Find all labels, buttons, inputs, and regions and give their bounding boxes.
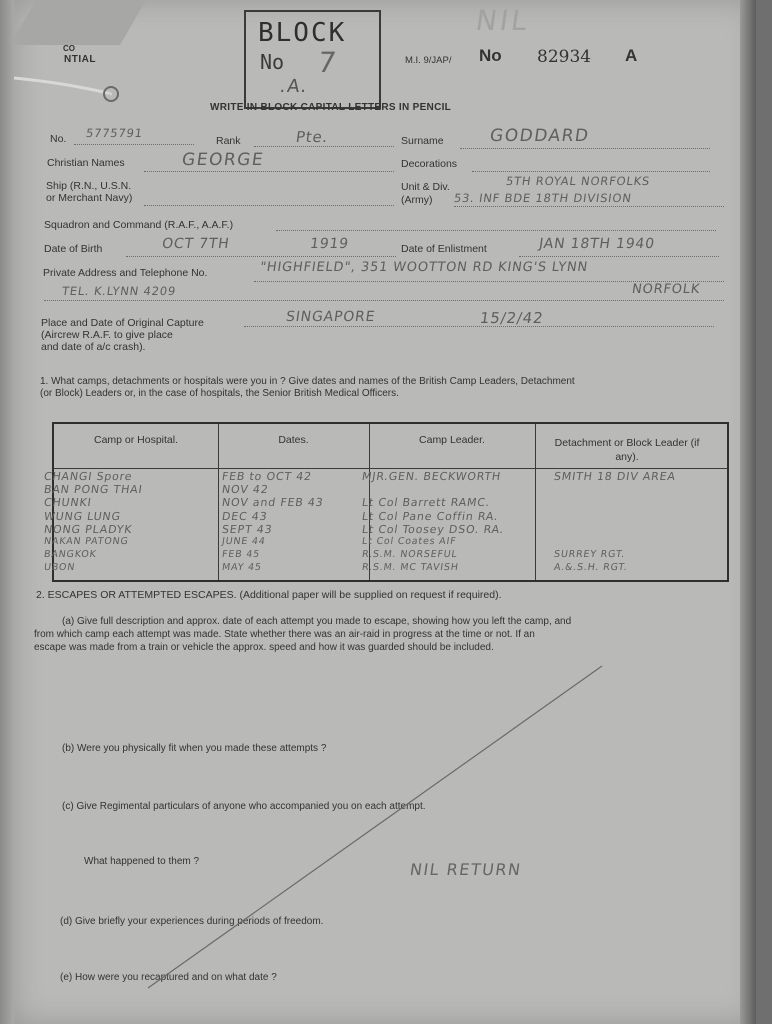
table-cell-detachment: A.&.S.H. RGT. xyxy=(553,562,629,574)
decorations-label: Decorations xyxy=(401,158,458,170)
classification-prefix: CO xyxy=(63,44,75,53)
capture-label-2: (Aircrew R.A.F. to give place xyxy=(41,329,173,341)
table-header-leader: Camp Leader. xyxy=(419,434,485,446)
table-cell-dates: FEB 45 xyxy=(221,549,261,561)
address-value-3: NORFOLK xyxy=(630,282,702,297)
table-cell-dates: DEC 43 xyxy=(221,509,269,523)
table-cell-leader: R.S.M. MC TAVISH xyxy=(361,562,460,574)
q2a-line-1: (a) Give full description and approx. date of each attempt you made to escape, showing how you left the camp, and xyxy=(62,616,572,627)
unit-value-1: 5TH ROYAL NORFOLKS xyxy=(505,174,652,188)
nil-return-note: NIL RETURN xyxy=(408,860,523,879)
ship-label-1: Ship (R.N., U.S.N. xyxy=(46,180,132,192)
christian-names-value: GEORGE xyxy=(180,150,266,170)
table-cell-dates: JUNE 44 xyxy=(221,536,267,547)
table-cell-detachment: SURREY RGT. xyxy=(553,549,626,561)
table-cell-camp: CHUNKI xyxy=(43,496,93,510)
table-cell-leader: Lt Col Coates AIF xyxy=(361,536,458,547)
stamp-hand-a: .A. xyxy=(278,76,310,97)
rank-label: Rank xyxy=(216,135,241,147)
q2d-text: (d) Give briefly your experiences during periods of freedom. xyxy=(60,916,324,927)
unit-value-2: 53. INF BDE 18TH DIVISION xyxy=(453,191,633,205)
table-header-camp: Camp or Hospital. xyxy=(93,434,179,446)
surname-label: Surname xyxy=(401,135,444,147)
rank-value: Pte. xyxy=(294,128,330,146)
table-cell-dates: NOV and FEB 43 xyxy=(221,496,325,510)
table-cell-dates: NOV 42 xyxy=(221,483,270,497)
q2-heading: 2. ESCAPES OR ATTEMPTED ESCAPES. (Additional paper will be supplied on request if required). xyxy=(36,589,502,601)
instruction-heading: WRITE IN BLOCK CAPITAL LETTERS IN PENCIL xyxy=(210,102,452,113)
table-cell-camp: NAKAN PATONG xyxy=(43,536,130,547)
address-value-2: TEL. K.LYNN 4209 xyxy=(61,284,178,298)
q2c-followup: What happened to them ? xyxy=(84,856,200,867)
stamp-number: 7 xyxy=(315,46,340,79)
table-cell-camp: UBON xyxy=(43,562,76,574)
table-cell-camp: WUNG LUNG xyxy=(43,509,122,523)
diagonal-strike-line xyxy=(14,0,756,1024)
table-cell-camp: CHANGI Spore xyxy=(43,470,134,483)
table-cell-camp: NONG PLADYK xyxy=(43,522,134,536)
table-cell-dates: MAY 45 xyxy=(221,562,263,574)
table-cell-leader: Lt Col Pane Coffin RA. xyxy=(361,509,500,523)
dob-year: 1919 xyxy=(308,236,350,252)
q2a-line-3: escape was made from a train or vehicle the approx. speed and how it was guarded should be included. xyxy=(34,642,494,653)
table-cell-detachment: SMITH 18 DIV AREA xyxy=(553,470,677,483)
dob-day: OCT 7TH xyxy=(160,236,231,252)
capture-label-1: Place and Date of Original Capture xyxy=(41,317,204,329)
table-cell-leader: R.S.M. NORSEFUL xyxy=(361,549,459,561)
q2e-text: (e) How were you recaptured and on what date ? xyxy=(60,972,277,983)
capture-label-3: and date of a/c crash). xyxy=(41,341,146,353)
q1-text-1: 1. What camps, detachments or hospitals were you in ? Give dates and names of the British Camp Leaders, Detachment xyxy=(40,376,575,387)
unit-label-1: Unit & Div. xyxy=(401,181,450,193)
table-cell-camp: BANGKOK xyxy=(43,549,98,561)
dob-label: Date of Birth xyxy=(44,243,103,255)
document-sheet xyxy=(14,0,756,1024)
squadron-label: Squadron and Command (R.A.F., A.A.F.) xyxy=(44,219,234,231)
table-cell-leader: Lt Col Toosey DSO. RA. xyxy=(361,522,505,536)
q2c-text: (c) Give Regimental particulars of anyone who accompanied you on each attempt. xyxy=(62,801,426,812)
address-value-1: "HIGHFIELD", 351 WOOTTON RD KING'S LYNN xyxy=(258,260,589,275)
address-label: Private Address and Telephone No. xyxy=(43,267,208,279)
classification-label: NTIAL xyxy=(64,54,96,65)
table-header-dates: Dates. xyxy=(278,434,309,446)
serial-number: 82934 xyxy=(537,47,592,67)
stamp-block-text: BLOCK xyxy=(258,18,347,48)
table-header-detachment: Detachment or Block Leader (if any). xyxy=(554,437,700,463)
table-cell-dates: FEB to OCT 42 xyxy=(221,470,313,483)
no-label: No. xyxy=(50,133,67,145)
christian-names-label: Christian Names xyxy=(47,157,125,169)
page-edge-left xyxy=(0,0,14,1024)
no-value: 5775791 xyxy=(85,126,144,140)
serial-prefix: No xyxy=(479,46,502,65)
table-cell-dates: SEPT 43 xyxy=(221,522,274,536)
q2b-text: (b) Were you physically fit when you made these attempts ? xyxy=(62,743,327,754)
enlistment-value: JAN 18TH 1940 xyxy=(537,236,656,252)
unit-label-2: (Army) xyxy=(401,194,433,206)
nil-mark: NIL xyxy=(473,4,533,37)
table-cell-camp: BAN PONG THAI xyxy=(43,483,144,497)
capture-place: SINGAPORE xyxy=(284,309,377,325)
ship-label-2: or Merchant Navy) xyxy=(46,192,133,204)
capture-date: 15/2/42 xyxy=(478,309,545,327)
surname-value: GODDARD xyxy=(488,126,591,146)
q2a-line-2: from which camp each attempt was made. State whether there was an air-raid in progress at the time or not. If an xyxy=(34,629,535,640)
q1-text-2: (or Block) Leaders or, in the case of hospitals, the Senior British Medical Officers. xyxy=(40,388,399,399)
serial-suffix: A xyxy=(625,46,638,65)
table-cell-leader: Lt Col Barrett RAMC. xyxy=(361,496,492,510)
stamp-no-text: No xyxy=(260,50,285,74)
page-edge-right xyxy=(740,0,756,1024)
table-cell-leader: MJR.GEN. BECKWORTH xyxy=(361,470,502,483)
enlistment-label: Date of Enlistment xyxy=(401,243,487,255)
form-reference: M.I. 9/JAP/ xyxy=(405,55,452,66)
